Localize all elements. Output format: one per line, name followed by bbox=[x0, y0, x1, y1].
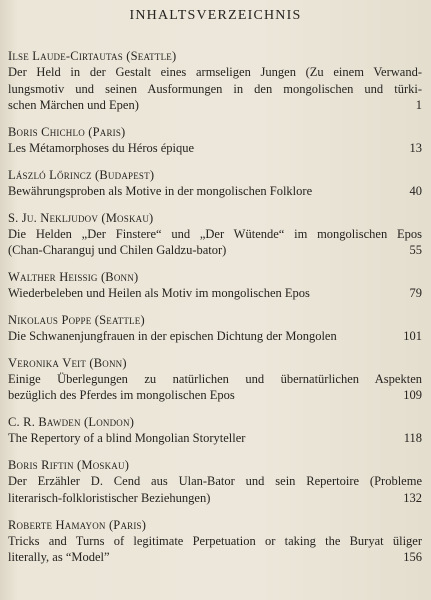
toc-entry bbox=[8, 167, 422, 200]
toc-title-row bbox=[8, 387, 422, 404]
toc-page-number: 55 bbox=[409, 243, 422, 258]
toc-list bbox=[8, 48, 422, 576]
toc-entry bbox=[8, 517, 422, 566]
toc-title-row bbox=[8, 183, 422, 200]
toc-author: C. R. Bawden (London) bbox=[8, 415, 135, 430]
toc-title-line: Les Métamorphoses du Héros épique bbox=[8, 140, 195, 155]
toc-title-line: Tricks and Turns of legitimate Perpetuation or taking the Buryat üliger bbox=[8, 533, 422, 548]
toc-title-line: Der Erzähler D. Cend aus Ulan-Bator und sein Repertoire (Probleme bbox=[8, 474, 422, 489]
toc-author: Ilse Laude-Cirtautas (Seattle) bbox=[8, 49, 177, 63]
toc-page-number: 1 bbox=[415, 98, 422, 112]
toc-title-line: literarisch-folkloristischer Beziehungen) bbox=[8, 490, 211, 505]
toc-entry bbox=[8, 312, 422, 345]
toc-page-number: 13 bbox=[409, 140, 422, 155]
toc-entry bbox=[8, 457, 422, 506]
toc-title-line: The Repertory of a blind Mongolian Storyteller bbox=[8, 431, 246, 446]
toc-author: László Lőrincz (Budapest) bbox=[8, 167, 155, 182]
toc-title-line: literally, as “Model” bbox=[8, 550, 110, 565]
toc-entry bbox=[8, 124, 422, 157]
toc-title-line: Der Held in der Gestalt eines armseligen Jungen (Zu einem Verwand- bbox=[8, 65, 422, 79]
toc-page-number: 156 bbox=[403, 550, 422, 565]
toc-title-line: Bewährungsproben als Motive in der mongolischen Folklore bbox=[8, 183, 313, 198]
toc-page-number: 109 bbox=[403, 388, 422, 403]
toc-page-number: 79 bbox=[409, 286, 422, 301]
toc-title-line: Die Schwanenjungfrauen in der epischen Dichtung der Mongolen bbox=[8, 328, 337, 343]
toc-title-row bbox=[8, 140, 422, 157]
toc-entry bbox=[8, 48, 422, 114]
toc-entry bbox=[8, 355, 422, 404]
toc-author: Roberte Hamayon (Paris) bbox=[8, 517, 147, 532]
toc-title-line: Wiederbeleben und Heilen als Motiv im mongolischen Epos bbox=[8, 286, 310, 301]
toc-author: Walther Heissig (Bonn) bbox=[8, 270, 139, 285]
toc-title-line: Einige Überlegungen zu natürlichen und übernatürlichen Aspekten bbox=[8, 371, 422, 386]
toc-author: Nikolaus Poppe (Seattle) bbox=[8, 312, 145, 327]
toc-author: Boris Riftin (Moskau) bbox=[8, 458, 130, 473]
toc-title-row bbox=[8, 430, 422, 447]
toc-title-row bbox=[8, 328, 422, 345]
toc-entry bbox=[8, 414, 422, 447]
page-heading: INHALTSVERZEICHNIS bbox=[129, 8, 302, 23]
toc-author: Boris Chichlo (Paris) bbox=[8, 124, 126, 139]
toc-title-line: lungsmotiv und seinen Ausformungen in den mongolischen und türki- bbox=[8, 81, 422, 96]
toc-page-number: 118 bbox=[403, 431, 422, 446]
toc-author: S. Ju. Nekljudov (Moskau) bbox=[8, 210, 154, 225]
toc-page-number: 40 bbox=[409, 183, 422, 198]
toc-page-number: 132 bbox=[403, 490, 422, 505]
toc-title-row bbox=[8, 490, 422, 507]
toc-title-row bbox=[8, 285, 422, 302]
toc-page-number: 101 bbox=[403, 328, 422, 343]
toc-title-row bbox=[8, 549, 422, 566]
toc-title-line: (Chan-Charanguj und Chilen Galdzu-bator) bbox=[8, 243, 227, 258]
toc-title-row bbox=[8, 242, 422, 259]
toc-author: Veronika Veit (Bonn) bbox=[8, 355, 127, 370]
toc-title-line: schen Märchen und Epen) bbox=[8, 98, 139, 112]
toc-title-line: bezüglich des Pferdes im mongolischen Epos bbox=[8, 388, 235, 403]
toc-entry bbox=[8, 210, 422, 259]
toc-title-row bbox=[8, 97, 422, 114]
toc-title-line: Die Helden „Der Finstere“ und „Der Wütende“ im mongolischen Epos bbox=[8, 226, 422, 241]
toc-entry bbox=[8, 269, 422, 302]
